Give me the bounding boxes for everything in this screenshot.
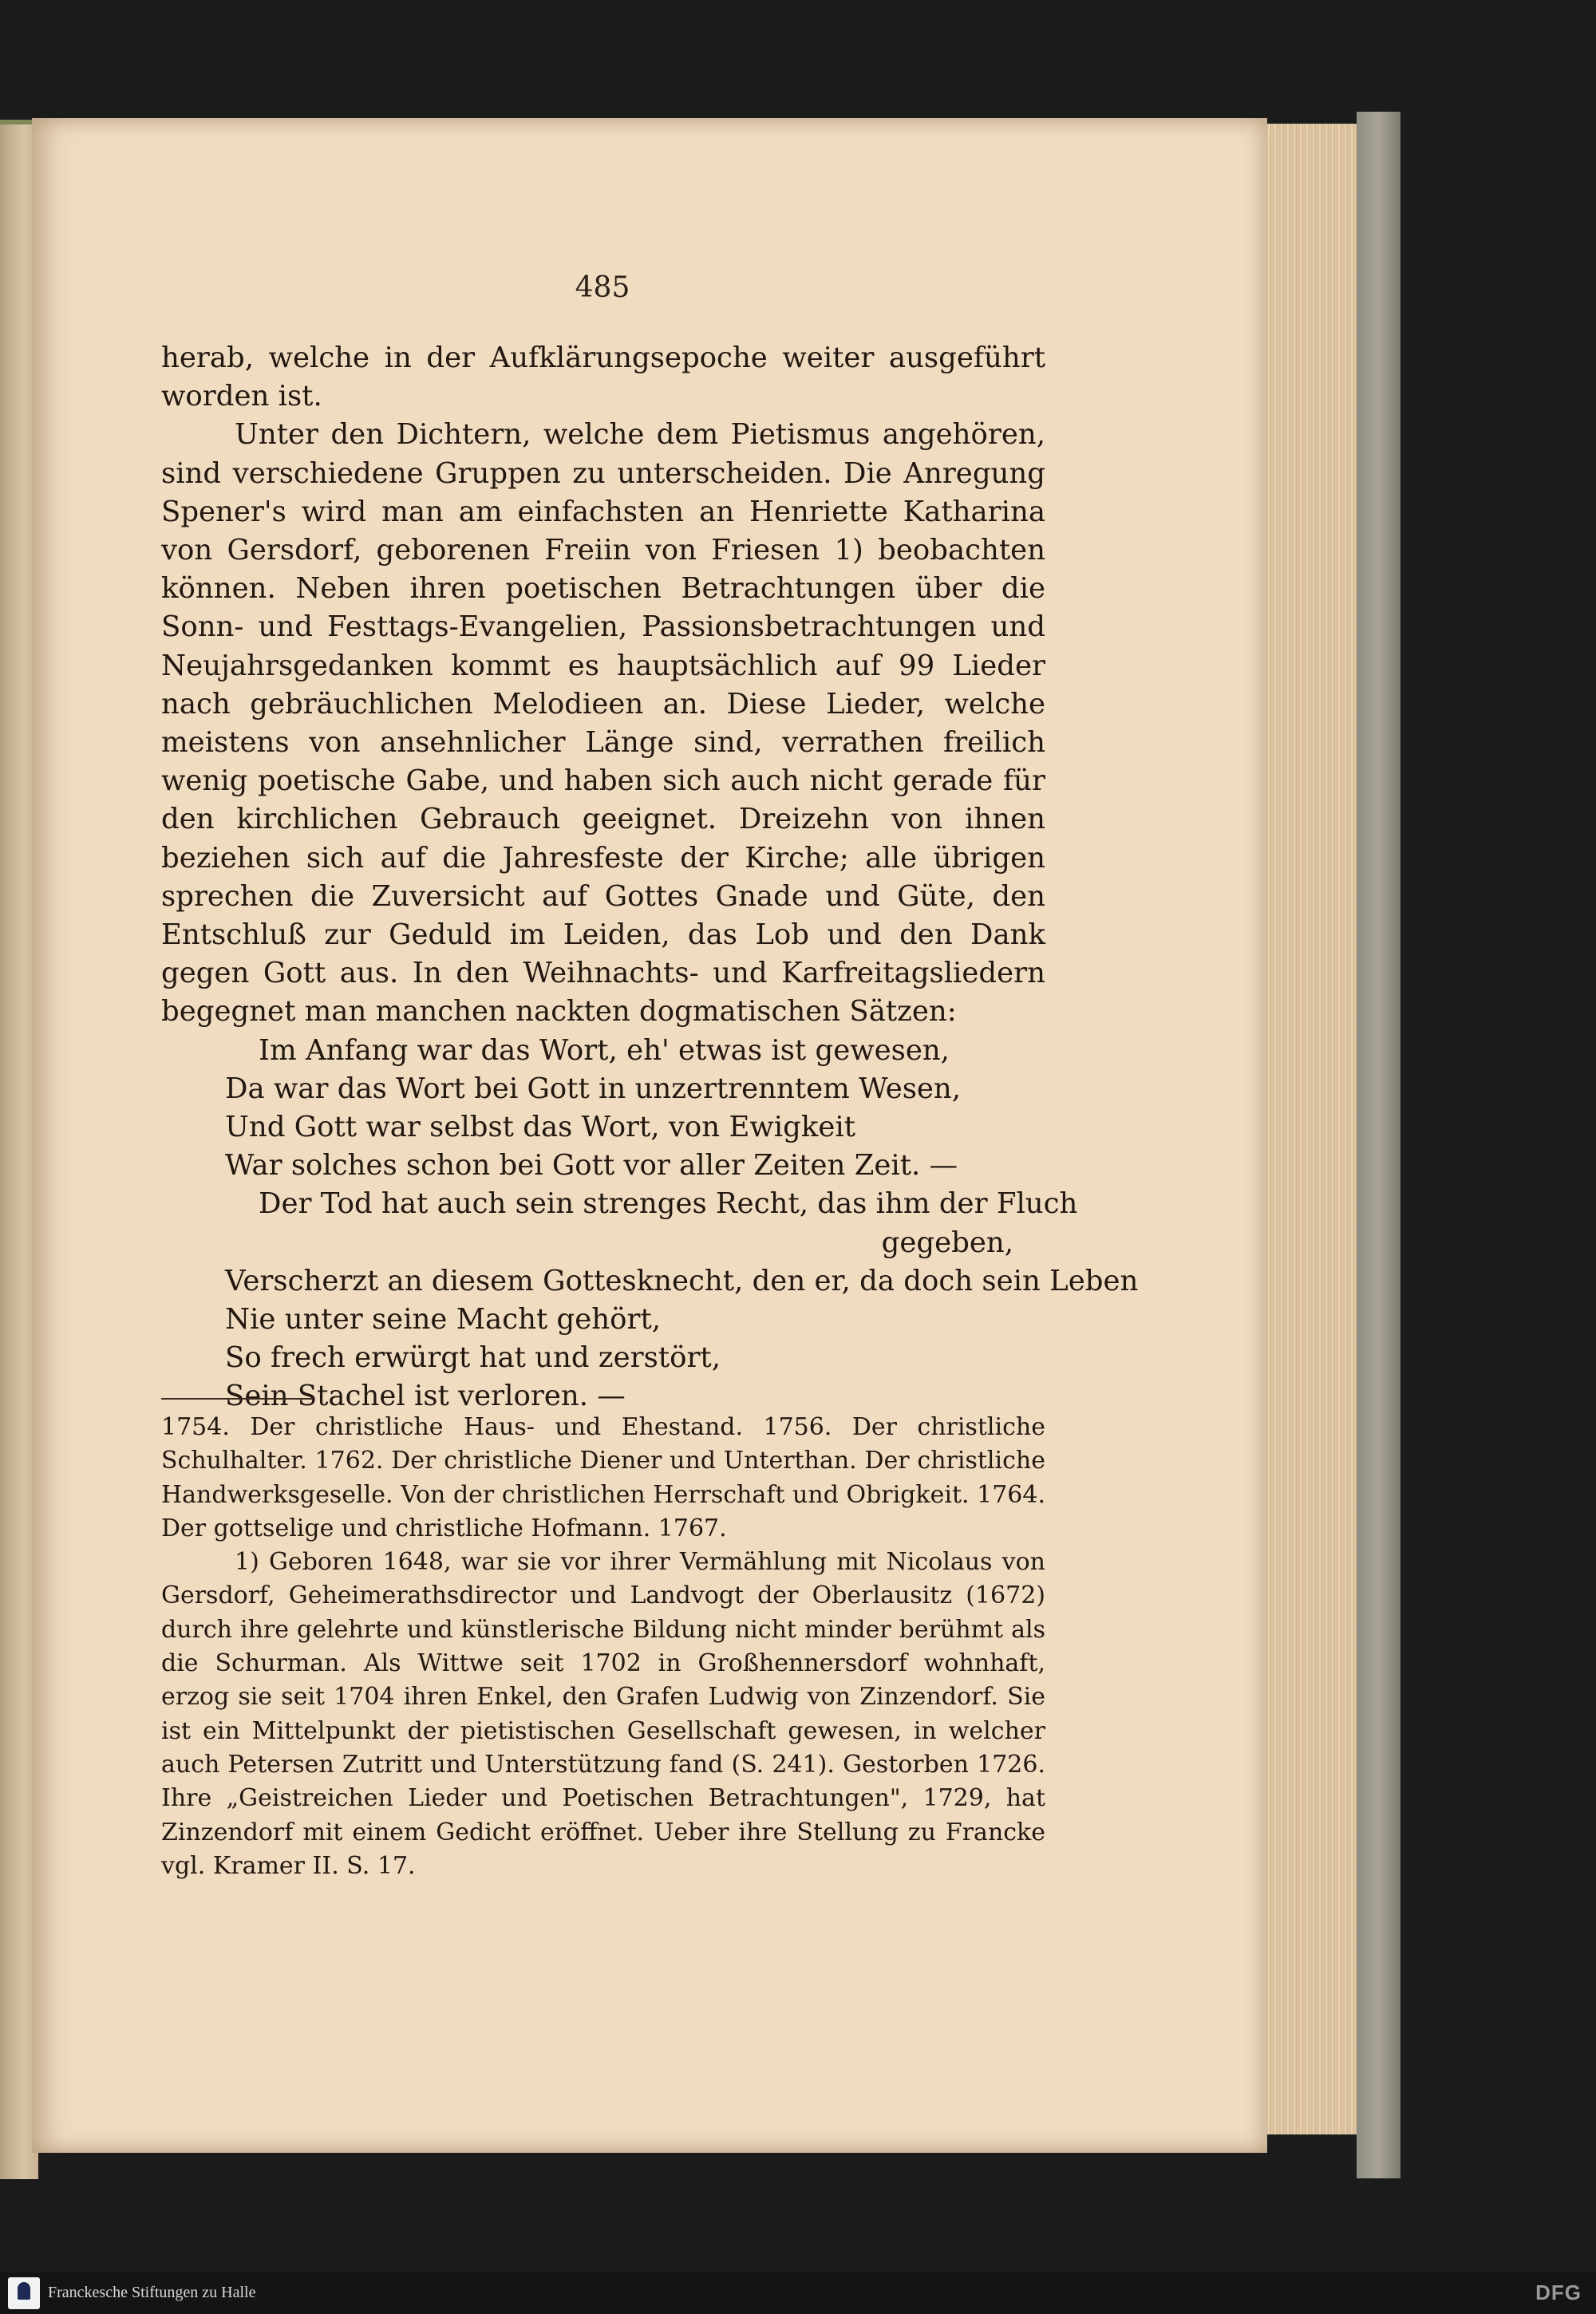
verse-quotation bbox=[161, 1032, 1139, 1416]
page-number: 485 bbox=[575, 271, 630, 304]
verse-line: Nie unter seine Macht gehört, bbox=[225, 1303, 662, 1337]
verse-line: gegeben, bbox=[881, 1226, 1013, 1259]
paragraph-continuation: herab, welche in der Aufklärungsepoche weiter ausgeführt worden ist. bbox=[161, 342, 1045, 413]
main-text bbox=[161, 339, 1139, 1416]
verse-line: Und Gott war selbst das Wort, von Ewigkeit bbox=[225, 1111, 855, 1144]
verse-line: War solches schon bei Gott vor aller Zeiten Zeit. — bbox=[225, 1149, 958, 1183]
footnote-1: 1) Geboren 1648, war sie vor ihrer Vermählung mit Nicolaus von Gersdorf, Geheimerathsdirector und Landvogt der Oberlausitz (1672) durch ihre gelehrte und künstlerische Bildung nicht minder berühmt als die Schurman. Als Wittwe seit 1702 in Großhennersdorf wohnhaft, erzog sie seit 1704 ihren Enkel, den Grafen Ludwig von Zinzendorf. Sie ist ein Mittelpunkt der pietistischen Gesellschaft gewesen, in welcher auch Petersen Zutritt und Unterstützung fand (S. 241). Gestorben 1726. Ihre „Geistreichen Lieder und Poetischen Betrachtungen", 1729, hat Zinzendorf mit einem Gedicht eröffnet. Ueber ihre Stellung zu Francke vgl. Kramer II. S. 17. bbox=[161, 1548, 1045, 1880]
footnote-divider bbox=[161, 1398, 313, 1400]
dfg-logo[interactable]: DFG bbox=[1535, 2280, 1582, 2304]
verse-line: Der Tod hat auch sein strenges Recht, das ihm der Fluch bbox=[259, 1187, 1078, 1221]
book-cover-edge bbox=[1357, 112, 1400, 2178]
footnote-continuation: 1754. Der christliche Haus- und Ehestand. 1756. Der christliche Schulhalter. 1762. Der christliche Diener und Unterthan. Der christliche Handwerksgeselle. Von der christlichen Herrschaft und Obrigkeit. 1764. Der gottselige und christliche Hofmann. 1767. bbox=[161, 1413, 1045, 1542]
verse-line: Sein Stachel ist verloren. — bbox=[225, 1380, 626, 1413]
institution-logo-icon bbox=[8, 2277, 40, 2309]
verse-line: Da war das Wort bei Gott in unzertrenntem Wesen, bbox=[225, 1072, 962, 1105]
verse-line: So frech erwürgt hat und zerstört, bbox=[225, 1341, 721, 1375]
viewer-footer-bar bbox=[0, 2273, 1596, 2314]
paragraph-dichter: Unter den Dichtern, welche dem Pietismus angehören, sind verschiedene Gruppen zu unterscheiden. Die Anregung Spener's wird man am einfachsten an Henriette Katharina von Gersdorf, geborenen Freiin von Friesen 1) beobachten können. Neben ihren poetischen Betrachtungen über die Sonn- und Festtags-Evangelien, Passionsbetrachtungen und Neujahrsgedanken kommt es hauptsächlich auf 99 Lieder nach gebräuchlichen Melodieen an. Diese Lieder, welche meistens von ansehnlicher Länge sind, verrathen freilich wenig poetische Gabe, und haben sich auch nicht gerade für den kirchlichen Gebrauch geeignet. Dreizehn von ihnen beziehen sich auf die Jahresfeste der Kirche; alle übrigen sprechen die Zuversicht auf Gottes Gnade und Güte, den Entschluß zur Geduld im Leiden, das Lob und den Dank gegen Gott aus. In den Weihnachts- und Karfreitagsliedern begegnet man manchen nackten dogmatischen Sätzen: bbox=[161, 418, 1045, 1029]
verse-line: Verscherzt an diesem Gottesknecht, den er, da doch sein Leben bbox=[225, 1264, 1139, 1297]
institution-name[interactable]: Franckesche Stiftungen zu Halle bbox=[48, 2284, 256, 2301]
verse-line: Im Anfang war das Wort, eh' etwas ist gewesen, bbox=[259, 1033, 950, 1067]
footnotes bbox=[161, 1411, 1045, 1883]
